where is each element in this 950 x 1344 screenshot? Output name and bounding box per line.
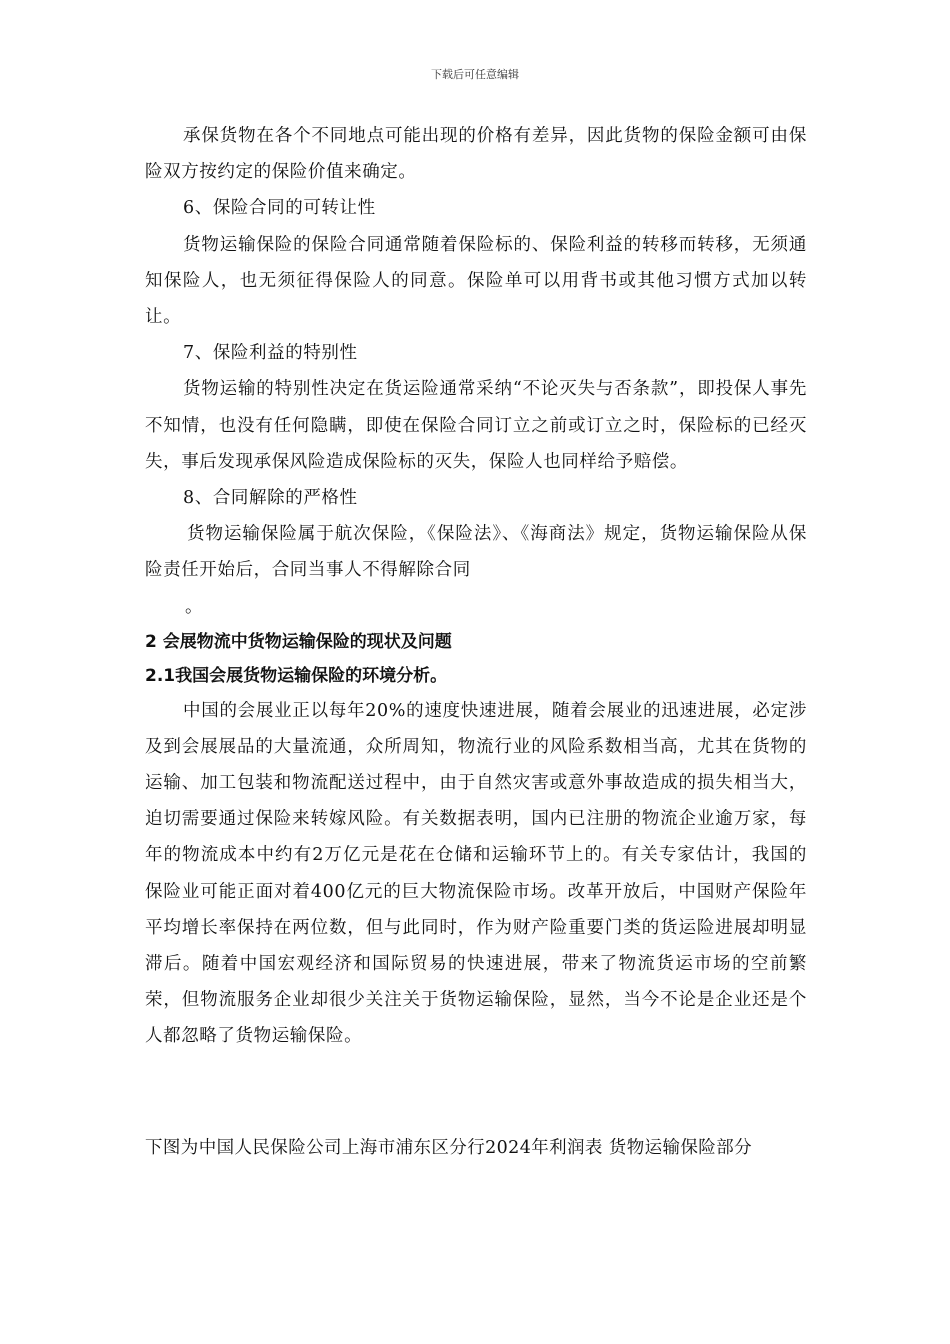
paragraph-transferability: 货物运输保险的保险合同通常随着保险标的、保险利益的转移而转移，无须通知保险人，也无须征得保险人的同意。保险单可以用背书或其他习惯方式加以转让。 <box>145 234 807 328</box>
heading-insurable-interest: 7、保险利益的特别性 <box>183 343 358 364</box>
heading-transferability: 6、保险合同的可转让性 <box>183 198 376 219</box>
header-note: 下载后可任意编辑 <box>431 68 519 81</box>
heading-contract-termination: 8、合同解除的严格性 <box>183 488 358 509</box>
document-body <box>145 118 807 1055</box>
paragraph-end-mark: 。 <box>185 596 203 617</box>
paragraph-contract-termination: 货物运输保险属于航次保险，《保险法》、《海商法》规定，货物运输保险从保险责任开始后，合同当事人不得解除合同 <box>145 524 807 581</box>
figure-caption: 下图为中国人民保险公司上海市浦东区分行2024年利润表 货物运输保险部分 <box>145 1138 752 1158</box>
paragraph-environment-analysis: 中国的会展业正以每年20%的速度快速进展，随着会展业的迅速进展，必定涉及到会展展品的大量流通，众所周知，物流行业的风险系数相当高，尤其在货物的运输、加工包装和物流配送过程中，由于自然灾害或意外事故造成的损失相当大，迫切需要通过保险来转嫁风险。有关数据表明，国内已注册的物流企业逾万家，每年的物流成本中约有2万亿元是花在仓储和运输环节上的。有关专家估计，我国的保险业可能正面对着400亿元的巨大物流保险市场。改革开放后，中国财产保险年平均增长率保持在两位数，但与此同时，作为财产险重要门类的货运险进展却明显滞后。随着中国宏观经济和国际贸易的快速进展，带来了物流货运市场的空前繁荣，但物流服务企业却很少关注关于货物运输保险，显然，当今不论是企业还是个人都忽略了货物运输保险。 <box>145 700 807 1047</box>
section-2-title: 2 会展物流中货物运输保险的现状及问题 <box>145 631 452 652</box>
section-2-1-title: 2.1我国会展货物运输保险的环境分析。 <box>145 665 448 686</box>
paragraph-insured-value: 承保货物在各个不同地点可能出现的价格有差异，因此货物的保险金额可由保险双方按约定的保险价值来确定。 <box>145 126 807 183</box>
paragraph-insurable-interest: 货物运输的特别性决定在货运险通常采纳“不论灭失与否条款”，即投保人事先不知情，也没有任何隐瞒，即使在保险合同订立之前或订立之时，保险标的已经灭失，事后发现承保风险造成保险标的灭失，保险人也同样给予赔偿。 <box>145 379 807 472</box>
